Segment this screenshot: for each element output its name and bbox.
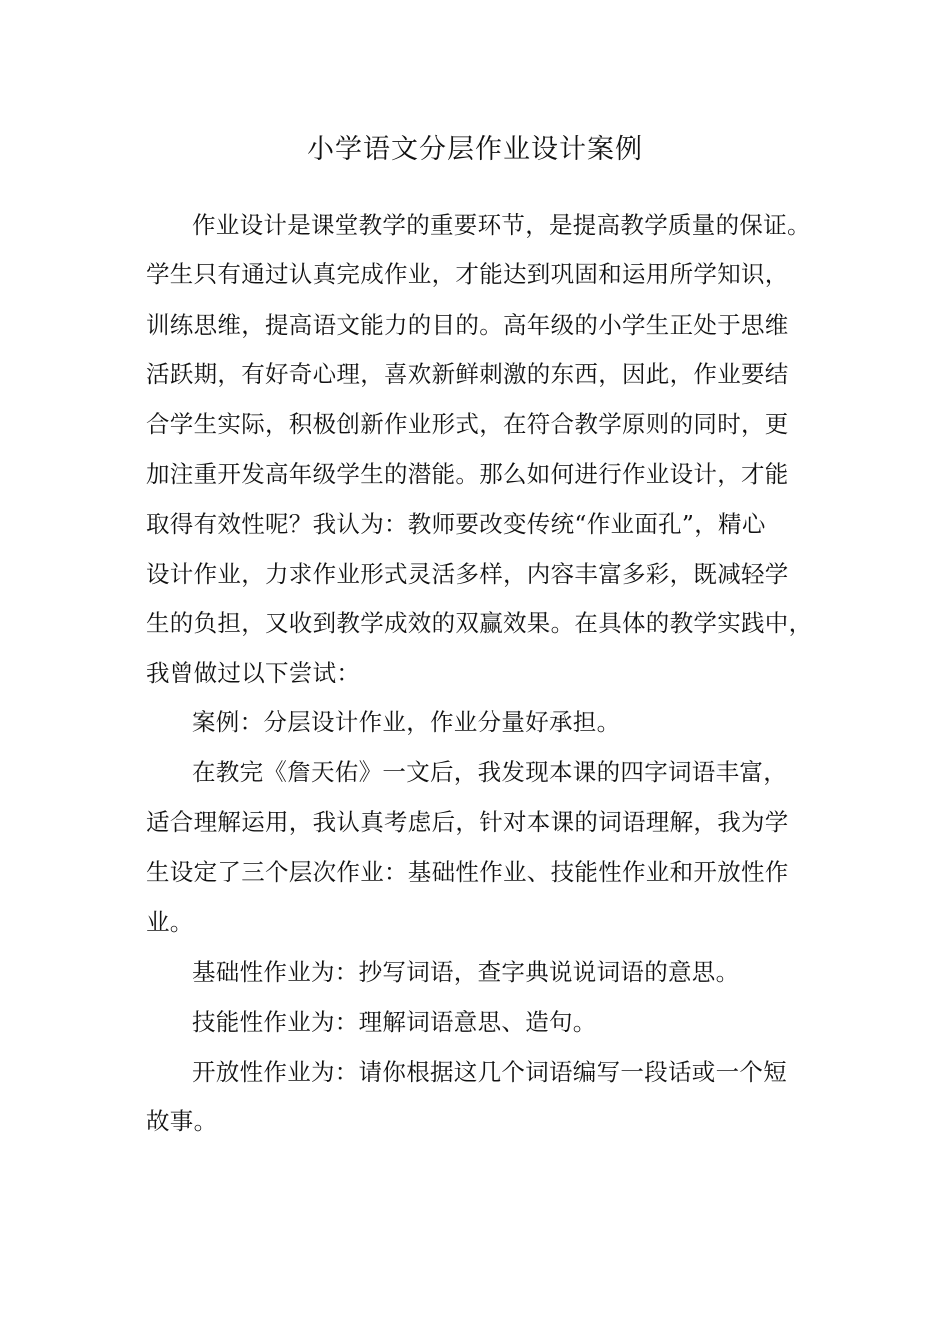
open-homework-line: 开放性作业为：请你根据这几个词语编写一段话或一个短: [192, 1058, 787, 1086]
paragraph-line: 生的负担，又收到教学成效的双赢效果。在具体的教学实践中，: [146, 609, 813, 637]
paragraph-line: 学生只有通过认真完成作业，才能达到巩固和运用所学知识，: [146, 260, 789, 288]
paragraph-line: 适合理解运用，我认真考虑后，针对本课的词语理解，我为学: [146, 808, 789, 836]
skill-homework-line: 技能性作业为：理解词语意思、造句。: [192, 1008, 597, 1036]
paragraph-line: 加注重开发高年级学生的潜能。那么如何进行作业设计，才能: [146, 460, 789, 488]
paragraph-line: 合学生实际，积极创新作业形式，在符合教学原则的同时，更: [146, 410, 789, 438]
paragraph-line: 训练思维，提高语文能力的目的。高年级的小学生正处于思维: [146, 311, 789, 339]
basic-homework-line: 基础性作业为：抄写词语，查字典说说词语的意思。: [192, 958, 740, 986]
paragraph-line: 生设定了三个层次作业：基础性作业、技能性作业和开放性作: [146, 858, 789, 886]
paragraph-line: 在教完《詹天佑》一文后，我发现本课的四字词语丰富，: [192, 758, 787, 786]
document-title: 小学语文分层作业设计案例: [307, 134, 643, 165]
paragraph-line: 设计作业，力求作业形式灵活多样，内容丰富多彩，既减轻学: [146, 560, 789, 588]
paragraph-line: 作业设计是课堂教学的重要环节，是提高教学质量的保证。: [192, 211, 811, 239]
paragraph-line: 取得有效性呢？我认为：教师要改变传统“作业面孔”，精心: [146, 510, 766, 538]
case-heading-line: 案例：分层设计作业，作业分量好承担。: [192, 708, 621, 736]
paragraph-line: 故事。: [146, 1107, 218, 1135]
paragraph-line: 我曾做过以下尝试：: [146, 659, 361, 687]
paragraph-line: 业。: [146, 908, 194, 936]
paragraph-line: 活跃期，有好奇心理，喜欢新鲜刺激的东西，因此，作业要结: [146, 360, 789, 388]
